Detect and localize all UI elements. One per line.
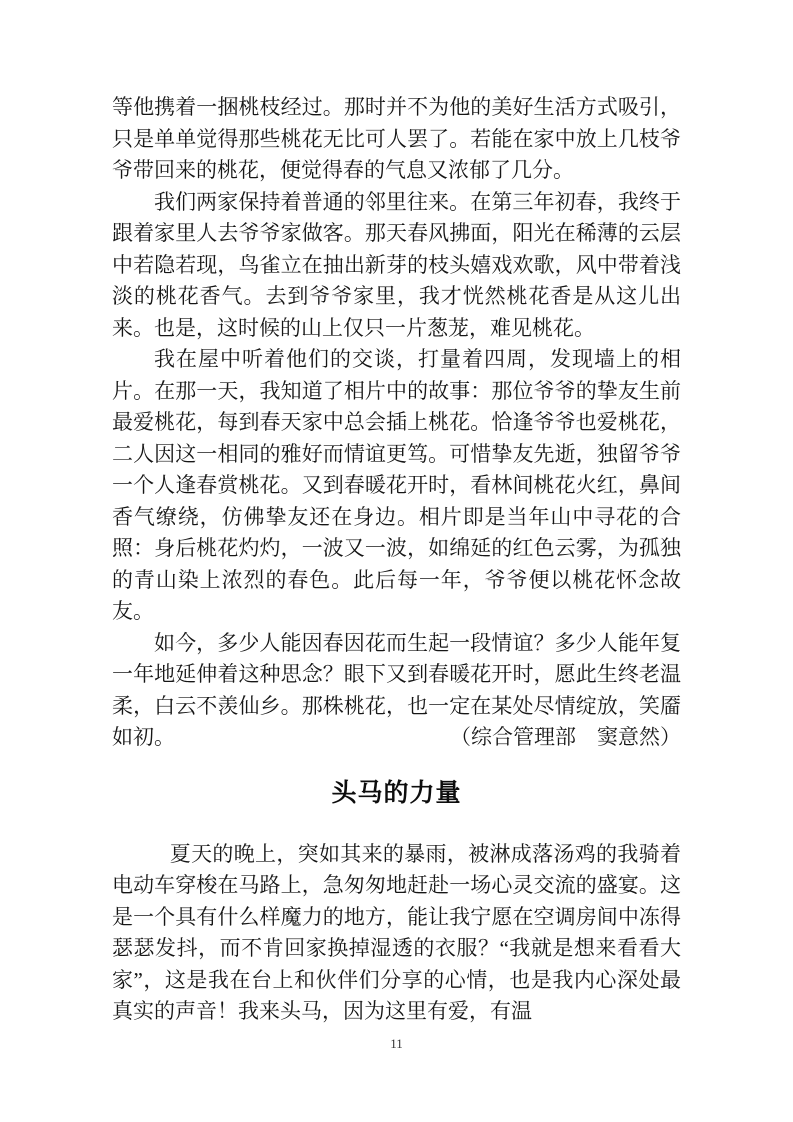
article-title: 头马的力量	[331, 778, 462, 807]
paragraph: 夏天的晚上，突如其来的暴雨，被淋成落汤鸡的我骑着电动车穿梭在马路上，急匆匆地赶赴一场心灵交流的盛宴。这是一个具有什么样魔力的地方，能让我宁愿在空调房间中冻得瑟瑟发抖，而不肯回家换掉湿透的衣服？“我就是想来看看大家”，这是我在台上和伙伴们分享的心情，也是我内心深处最真实的声音！我来头马，因为这里有爱，有温	[112, 841, 681, 1023]
closing-paragraph-block	[112, 628, 681, 754]
page-number: 11	[390, 1036, 403, 1051]
article-peach-blossom	[112, 92, 681, 754]
paragraph-continuation: 等他携着一捆桃枝经过。那时并不为他的美好生活方式吸引，只是单单觉得那些桃花无比可人罢了。若能在家中放上几枝爷爷带回来的桃花，便觉得春的气息又浓郁了几分。	[112, 95, 681, 182]
paragraph: 我们两家保持着普通的邻里往来。在第三年初春，我终于跟着家里人去爷爷家做客。那天春风拂面，阳光在稀薄的云层中若隐若现，鸟雀立在抽出新芽的枝头嬉戏欢歌，风中带着浅淡的桃花香气。去到爷爷家里，我才恍然桃花香是从这儿出来。也是，这时候的山上仅只一片葱茏，难见桃花。	[112, 189, 681, 340]
article-toastmasters	[112, 839, 681, 1028]
paragraph: 如今，多少人能因春因花而生起一段情谊？多少人能年复一年地延伸着这种思念？眼下又到春暖花开时，愿此生终老温柔，白云不羡仙乡。那株桃花，也一定在某处尽情绽放，笑靥如初。	[112, 630, 681, 749]
author-attribution: （综合管理部 窦意然）	[450, 725, 681, 749]
paragraph: 我在屋中听着他们的交谈，打量着四周，发现墙上的相片。在那一天，我知道了相片中的故事：那位爷爷的挚友生前最爱桃花，每到春天家中总会插上桃花。恰逢爷爷也爱桃花，二人因这一相同的雅好而情谊更笃。可惜挚友先逝，独留爷爷一个人逢春赏桃花。又到春暖花开时，看林间桃花火红，鼻间香气缭绕，仿佛挚友还在身边。相片即是当年山中寻花的合照：身后桃花灼灼，一波又一波，如绵延的红色云雾，为孤独的青山染上浓烈的春色。此后每一年，爷爷便以桃花怀念故友。	[112, 347, 681, 623]
